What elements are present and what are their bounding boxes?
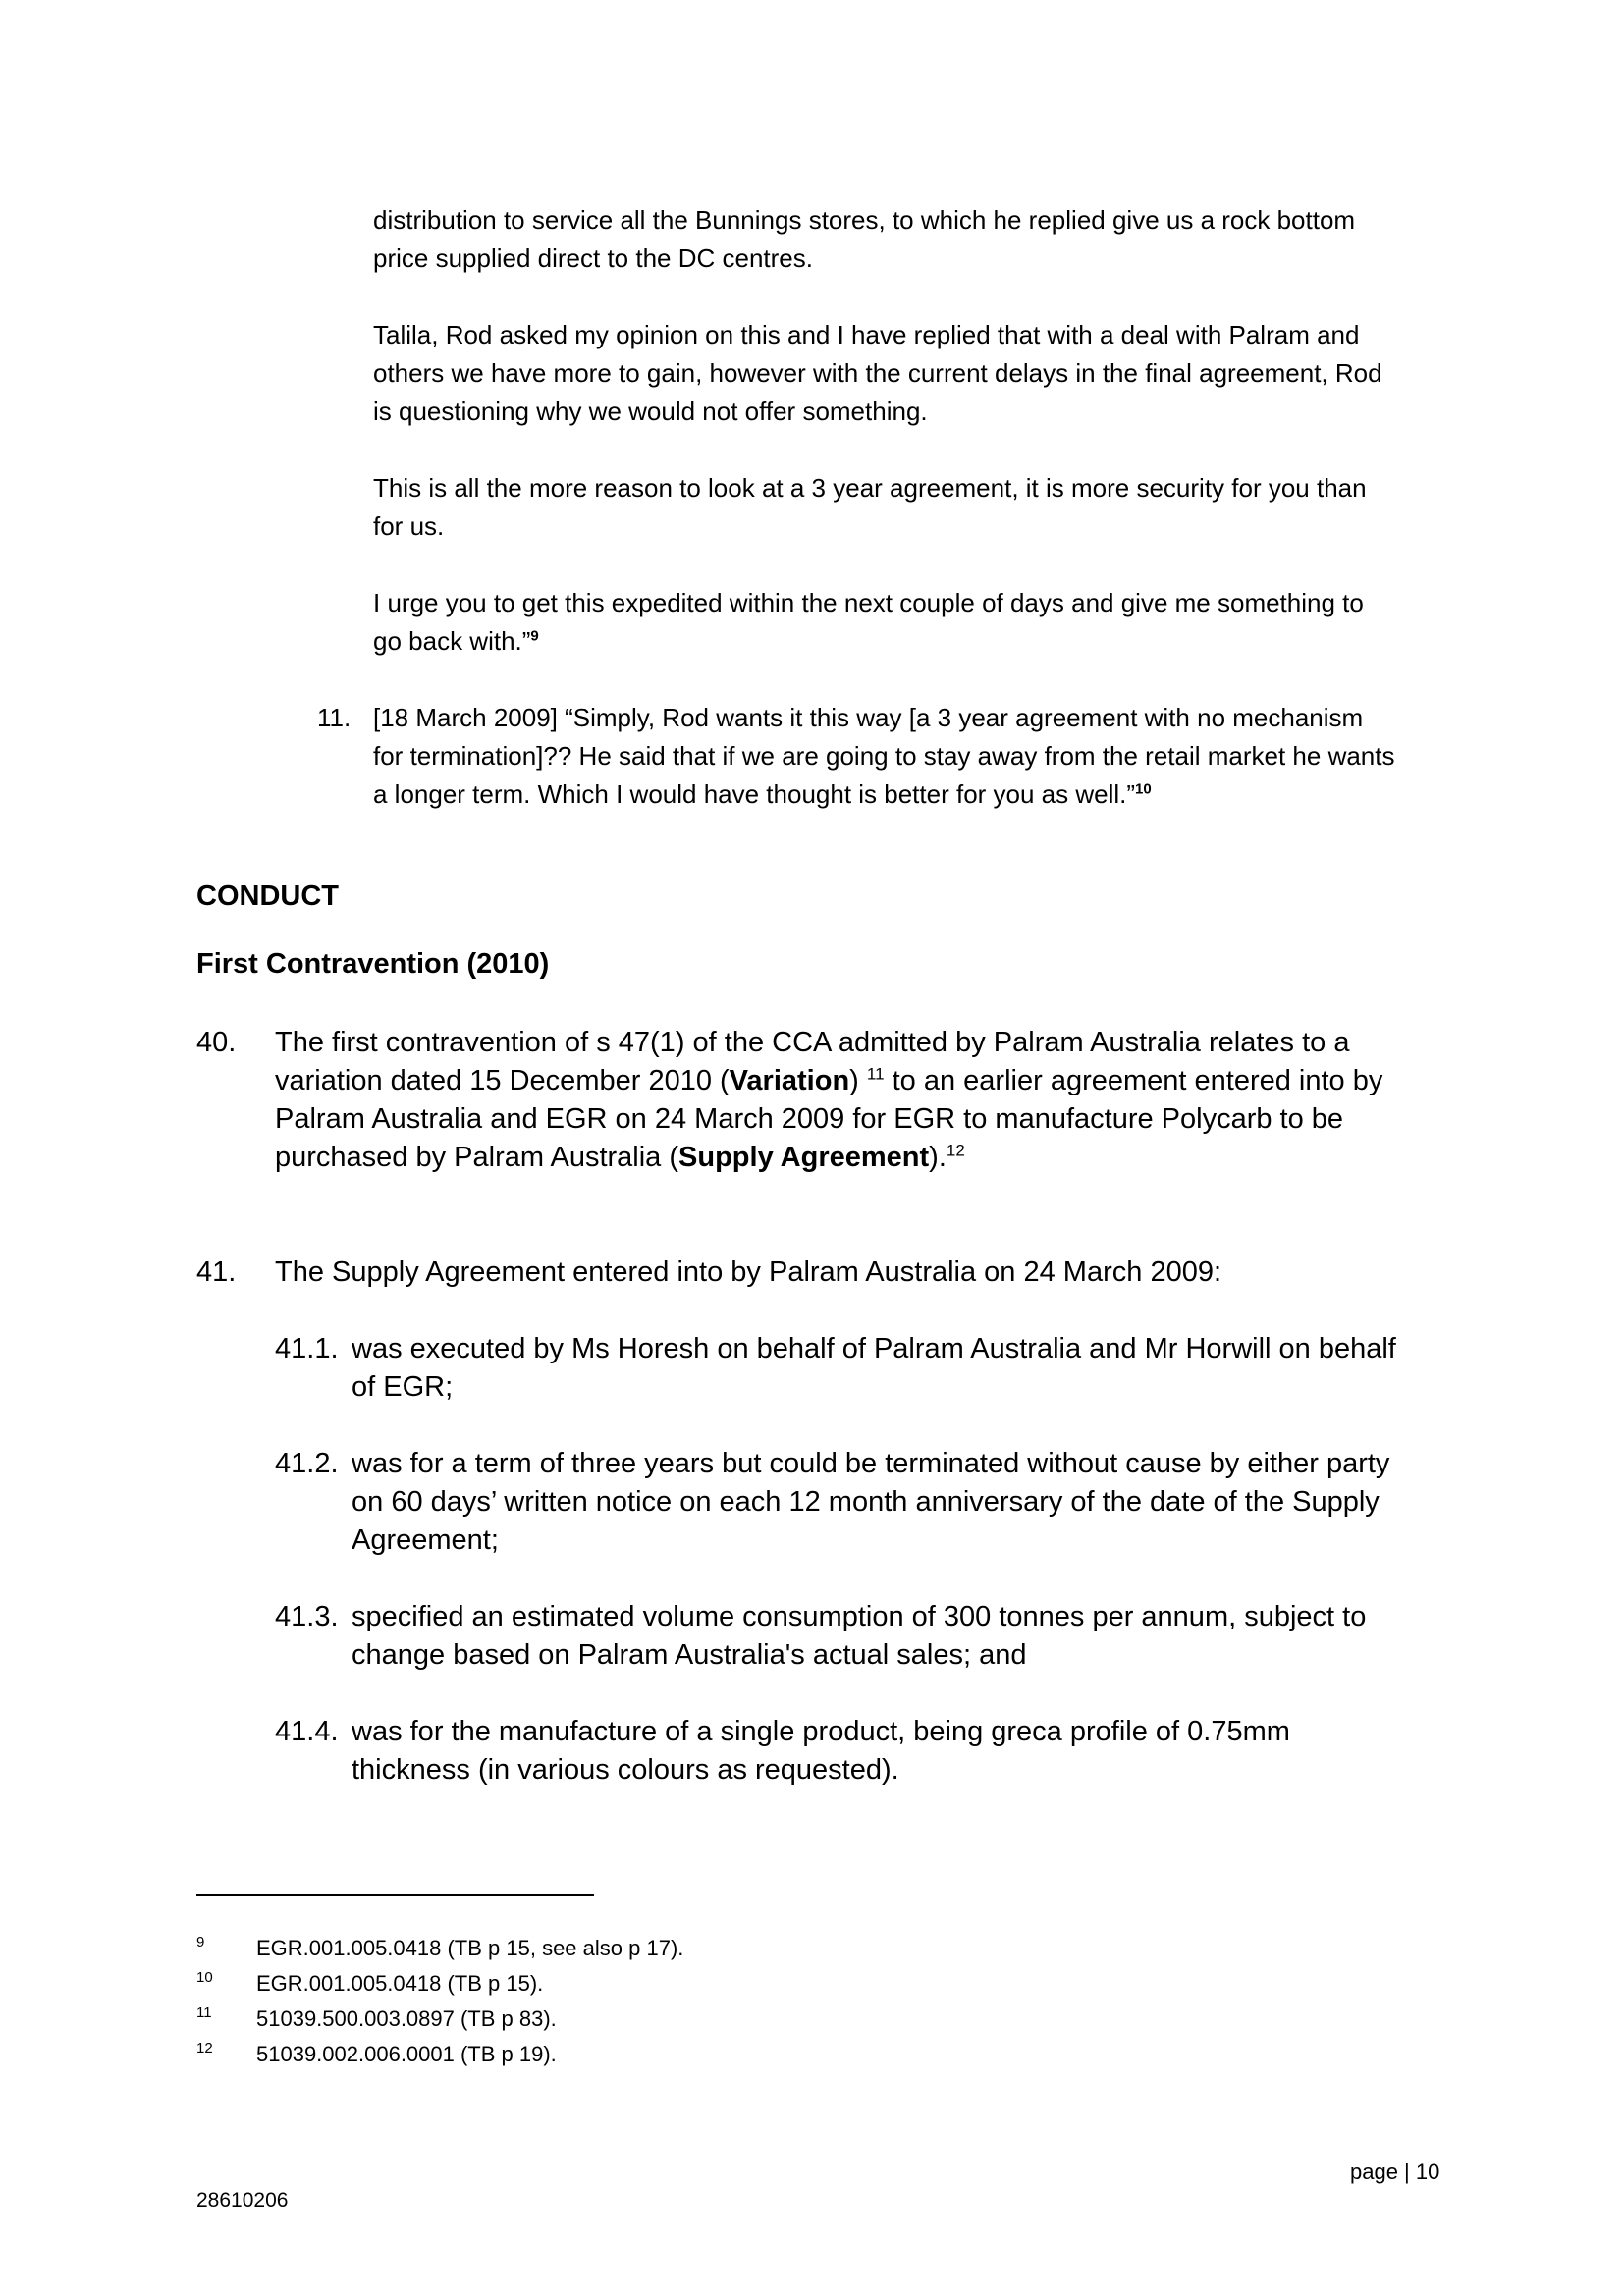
subparagraph-41-2 bbox=[275, 1445, 1404, 1560]
subparagraph-41-1 bbox=[275, 1330, 1404, 1407]
defined-term-supply-agreement: Supply Agreement bbox=[678, 1142, 930, 1173]
defined-term-variation: Variation bbox=[729, 1065, 850, 1096]
footnote-9 bbox=[196, 1934, 1178, 1963]
footnote-11 bbox=[196, 2004, 1178, 2034]
footnote-number: 11 bbox=[196, 2004, 212, 2021]
subparagraph-text: was for a term of three years but could be terminated without cause by either party on 60 days’ written notice on each 12 month anniversary of the date of the Supply Agreement; bbox=[352, 1448, 1390, 1556]
footnote-text: 51039.002.006.0001 (TB p 19). bbox=[256, 2042, 557, 2066]
subparagraph-41-4 bbox=[275, 1713, 1404, 1789]
footnote-number: 10 bbox=[196, 1969, 213, 1986]
paragraph-41 bbox=[196, 1254, 1404, 1292]
footnote-text: 51039.500.003.0897 (TB p 83). bbox=[256, 2006, 557, 2031]
subparagraph-number: 41.4. bbox=[275, 1716, 339, 1747]
heading-first-contravention: First Contravention (2010) bbox=[196, 948, 550, 980]
footnote-ref-12[interactable]: 12 bbox=[946, 1141, 965, 1160]
paragraph-number: 41. bbox=[196, 1256, 237, 1288]
footnote-ref-9[interactable]: 9 bbox=[530, 627, 539, 645]
item-text: [18 March 2009] “Simply, Rod wants it this way [a 3 year agreement with no mechanism for termination]?? He said that if we are going to stay away from the retail market he wants a longer term. Which I would have thought is better for you as well.” bbox=[373, 703, 1395, 809]
document-id: 28610206 bbox=[196, 2189, 289, 2212]
footnote-number: 12 bbox=[196, 2040, 213, 2056]
footnote-separator bbox=[196, 1894, 594, 1896]
subparagraph-number: 41.2. bbox=[275, 1448, 339, 1479]
subparagraph-number: 41.1. bbox=[275, 1333, 339, 1364]
heading-conduct: CONDUCT bbox=[196, 881, 339, 912]
footnote-text: EGR.001.005.0418 (TB p 15, see also p 17). bbox=[256, 1936, 684, 1960]
quote-paragraph-4 bbox=[373, 584, 1394, 661]
subparagraph-number: 41.3. bbox=[275, 1601, 339, 1632]
page-number: page | 10 bbox=[1350, 2160, 1440, 2184]
paragraph-number: 40. bbox=[196, 1027, 237, 1058]
footnote-12 bbox=[196, 2040, 1178, 2069]
subparagraph-text: was executed by Ms Horesh on behalf of Palram Australia and Mr Horwill on behalf of EGR; bbox=[352, 1333, 1396, 1403]
quote-paragraph-2: Talila, Rod asked my opinion on this and I have replied that with a deal with Palram and others we have more to gain, however with the current delays in the final agreement, Rod is questioning why we would not offer something. bbox=[373, 320, 1382, 426]
footnote-10 bbox=[196, 1969, 1178, 1999]
item-number: 11. bbox=[317, 703, 352, 732]
paragraph-text: The Supply Agreement entered into by Palram Australia on 24 March 2009: bbox=[275, 1256, 1222, 1288]
footnote-ref-10[interactable]: 10 bbox=[1135, 780, 1152, 798]
subparagraph-41-3 bbox=[275, 1598, 1404, 1675]
quote-paragraph-3: This is all the more reason to look at a 3 year agreement, it is more security for you than for us. bbox=[373, 473, 1367, 541]
subparagraph-text: was for the manufacture of a single product, being greca profile of 0.75mm thickness (in various colours as requested). bbox=[352, 1716, 1290, 1786]
paragraph-40: 40. The first contravention of s 47(1) of the CCA admitted by Palram Australia relates to a variation dated 15 December 2010 (Variation) $^{11}$ to an earlier agreement entered into by Palram Australia and EGR on 24 March 2009 for EGR to manufacture Polycarb to be purchased by Palram Australia (Supply Agreement).$^{12}$ bbox=[196, 1024, 1404, 1177]
subparagraph-text: specified an estimated volume consumption of 300 tonnes per annum, subject to change based on Palram Australia's actual sales; and bbox=[352, 1601, 1367, 1671]
footnote-text: EGR.001.005.0418 (TB p 15). bbox=[256, 1971, 544, 1996]
footnote-ref-11[interactable]: 11 bbox=[866, 1064, 885, 1084]
quote-text: I urge you to get this expedited within the next couple of days and give me something to go back with.” bbox=[373, 588, 1364, 656]
quote-item-11 bbox=[317, 699, 1397, 814]
footnote-number: 9 bbox=[196, 1934, 205, 1950]
quote-paragraph-1: distribution to service all the Bunnings stores, to which he replied give us a rock bottom price supplied direct to the DC centres. bbox=[373, 205, 1356, 273]
